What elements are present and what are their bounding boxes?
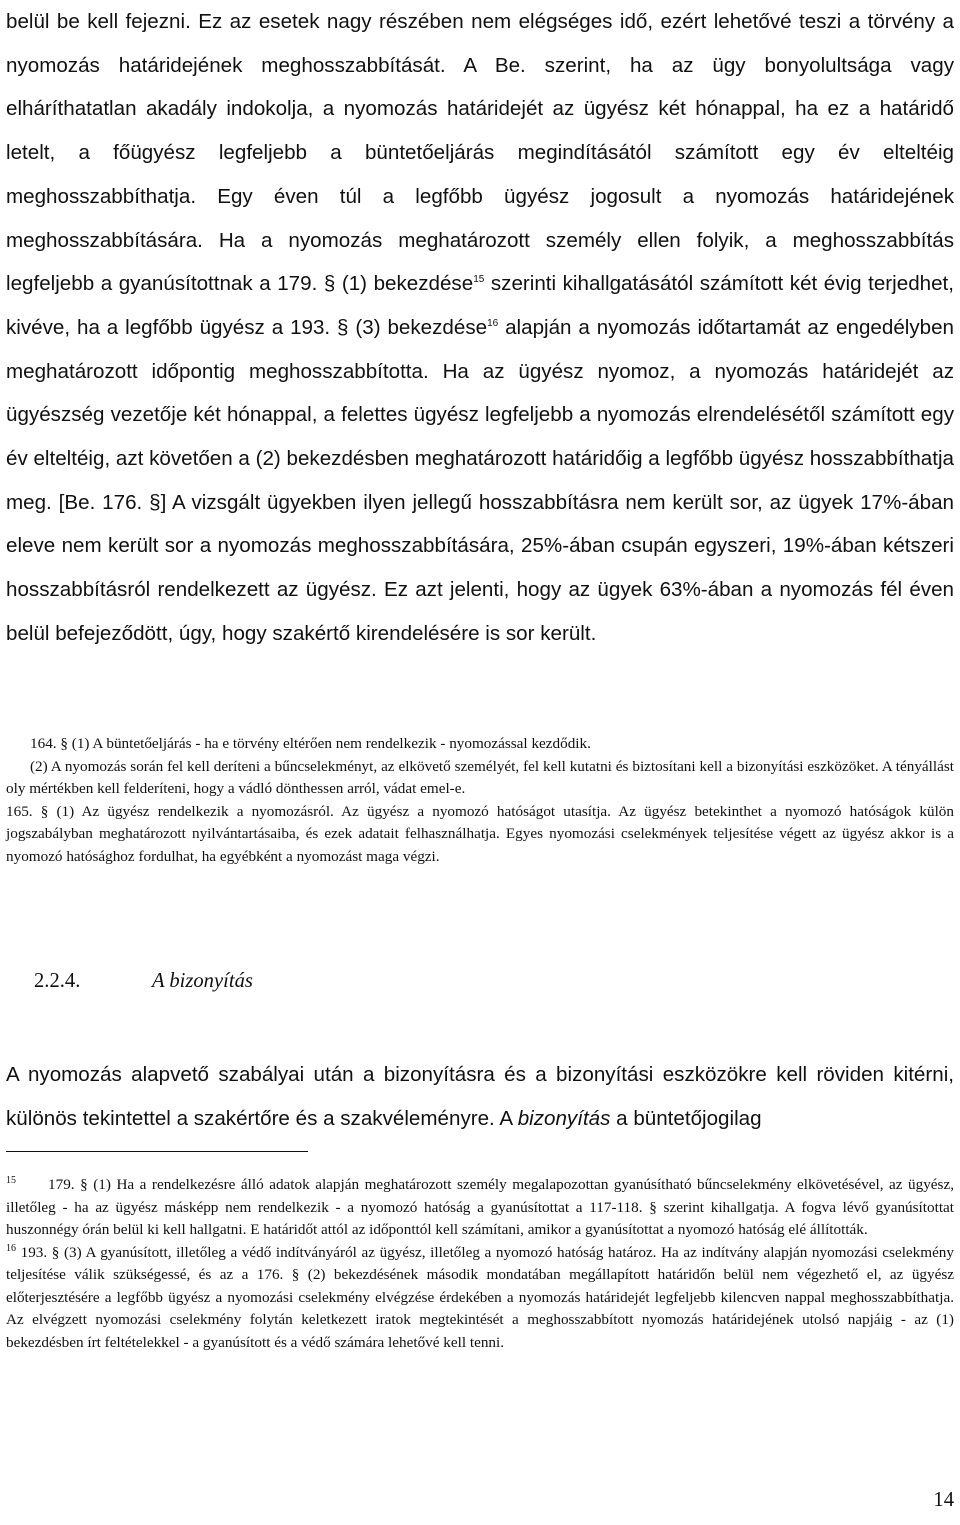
main-paragraph: [6, 0, 954, 656]
footnote-marker-16: 16: [6, 1242, 16, 1254]
statute-quotes: [6, 733, 954, 868]
footnote-16-text: 193. § (3) A gyanúsított, illetőleg a védő indítványáról az ügyész, illetőleg a nyomozó hatóság határoz. Ha az indítvány alapján nyomozási cselekmény teljesítése válik szükségessé, és az a 176. § (2) bekezdésének második mondatában megállapított határidőn belül nem végezhető el, az ügyész előterjesztésére a legfőbb ügyész a nyomozási cselekmény elvégzése érdekében a nyomozás határidejét legfeljebb kilencven nappal meghosszabbíthatja. Az elvégzett nyomozási cselekmény folytán keletkezett iratok megtekintését a meghosszabbított nyomozás határidejének utolsó napjáig - az (1) bekezdésben írt feltételekkel - a gyanúsított és a védő számára lehetővé kell tenni.: [6, 1243, 954, 1351]
section-text-b: a büntetőjogilag: [610, 1107, 762, 1130]
footnote-16: [6, 1242, 954, 1355]
section-paragraph: [6, 1053, 954, 1141]
section-text: [6, 1053, 954, 1141]
section-number: 2.2.4.: [34, 970, 81, 992]
statute-quote-165-1: 165. § (1) Az ügyész rendelkezik a nyomozásról. Az ügyész a nyomozó hatóságot utasítja. Az ügyész betekinthet a nyomozó hatóságok külön jogszabályban meghatározott nyilvántartásaiba, és ezek adatait felhasználhatja. Egyes nyomozási cselekmények teljesítése végett az ügyész akkor is a nyomozó hatósághoz fordulhat, ha egyébként a nyomozást maga végzi.: [6, 802, 954, 865]
footnote-15-text: 179. § (1) Ha a rendelkezésre álló adatok alapján meghatározott személy megalapozottan gyanúsítható bűncselekmény elkövetésével, az ügyész, illetőleg - ha az ügyész másképp nem rendelkezik - a nyomozó hatóság a gyanúsítottat a 117-118. § szerint kihallgatja. A fogva lévő gyanúsítottat huszonnégy órán belül ki kell hallgatni. E határidőt attól az időponttól kell számítani, amikor a gyanúsítottat a nyomozó hatóság elé állították.: [6, 1176, 954, 1238]
footnote-ref-16[interactable]: 16: [487, 318, 499, 330]
footnotes: [6, 1174, 954, 1354]
body-text: [6, 0, 954, 656]
section-heading: [34, 970, 253, 993]
emphasized-term: bizonyítás: [517, 1107, 611, 1130]
statute-quote-164-1: 164. § (1) A büntetőeljárás - ha e törvény eltérően nem rendelkezik - nyomozással kezdődik.: [30, 735, 591, 752]
footnote-15: [6, 1174, 954, 1242]
section-text-a: A nyomozás alapvető szabályai után a bizonyításra és a bizonyítási eszközökre kell röviden kitérni, különös tekintettel a szakértőre és a szakvéleményre. A: [6, 1063, 954, 1130]
section-title: A bizonyítás: [152, 970, 253, 992]
footnote-separator: [6, 1151, 308, 1152]
page-number: 14: [933, 1489, 954, 1511]
body-text-segment: szerinti kihallgatásától számított két évig terjedhet, kivéve, ha a legfőbb ügyész a 193. § (3) bekezdése: [6, 272, 955, 339]
body-text-segment: alapján a nyomozás időtartamát az engedélyben meghatározott időpontig meghosszabbította. Ha az ügyész nyomoz, a nyomozás határidejét az ügyészség vezetője két hónappal, a felettes ügyész legfeljebb a nyomozás elrendelésétől számított egy év elteltéig, azt követően a (2) bekezdésben meghatározott határidőig a legfőbb ügyész hosszabbíthatja meg. [Be. 176. §] A vizsgált ügyekben ilyen jellegű hosszabbításra nem került sor, az ügyek 17%-ában eleve nem került sor a nyomozás meghosszabbítására, 25%-ában csupán egyszeri, 19%-ában kétszeri hosszabbításról rendelkezett az ügyész. Ez azt jelenti, hogy az ügyek 63%-ában a nyomozás fél éven belül befejeződött, úgy, hogy szakértő kirendelésére is sor került.: [6, 315, 955, 645]
body-text-segment: belül be kell fejezni. Ez az esetek nagy részében nem elégséges idő, ezért lehetővé teszi a törvény a nyomozás határidejének meghosszabbítását. A Be. szerint, ha az ügy bonyolultsága vagy elháríthatatlan akadály indokolja, a nyomozás határidejét az ügyész két hónappal, ha ez a határidő letelt, a főügyész legfeljebb a büntetőeljárás megindításától számított egy év elteltéig meghosszabbíthatja. Egy éven túl a legfőbb ügyész jogosult a nyomozás határidejének meghosszabbítására. Ha a nyomozás meghatározott személy ellen folyik, a meghosszabbítás legfeljebb a gyanúsítottnak a 179. § (1) bekezdése: [6, 10, 954, 296]
footnote-ref-15[interactable]: 15: [473, 274, 485, 286]
statute-quote-164-2: (2) A nyomozás során fel kell deríteni a bűncselekményt, az elkövető személyét, fel kell kutatni és biztosítani kell a bizonyítási eszközöket. A tényállást oly mértékben kell felderíteni, hogy a vádló dönthessen arról, vádat emel-e.: [6, 757, 954, 797]
footnote-marker-15: 15: [6, 1174, 16, 1186]
